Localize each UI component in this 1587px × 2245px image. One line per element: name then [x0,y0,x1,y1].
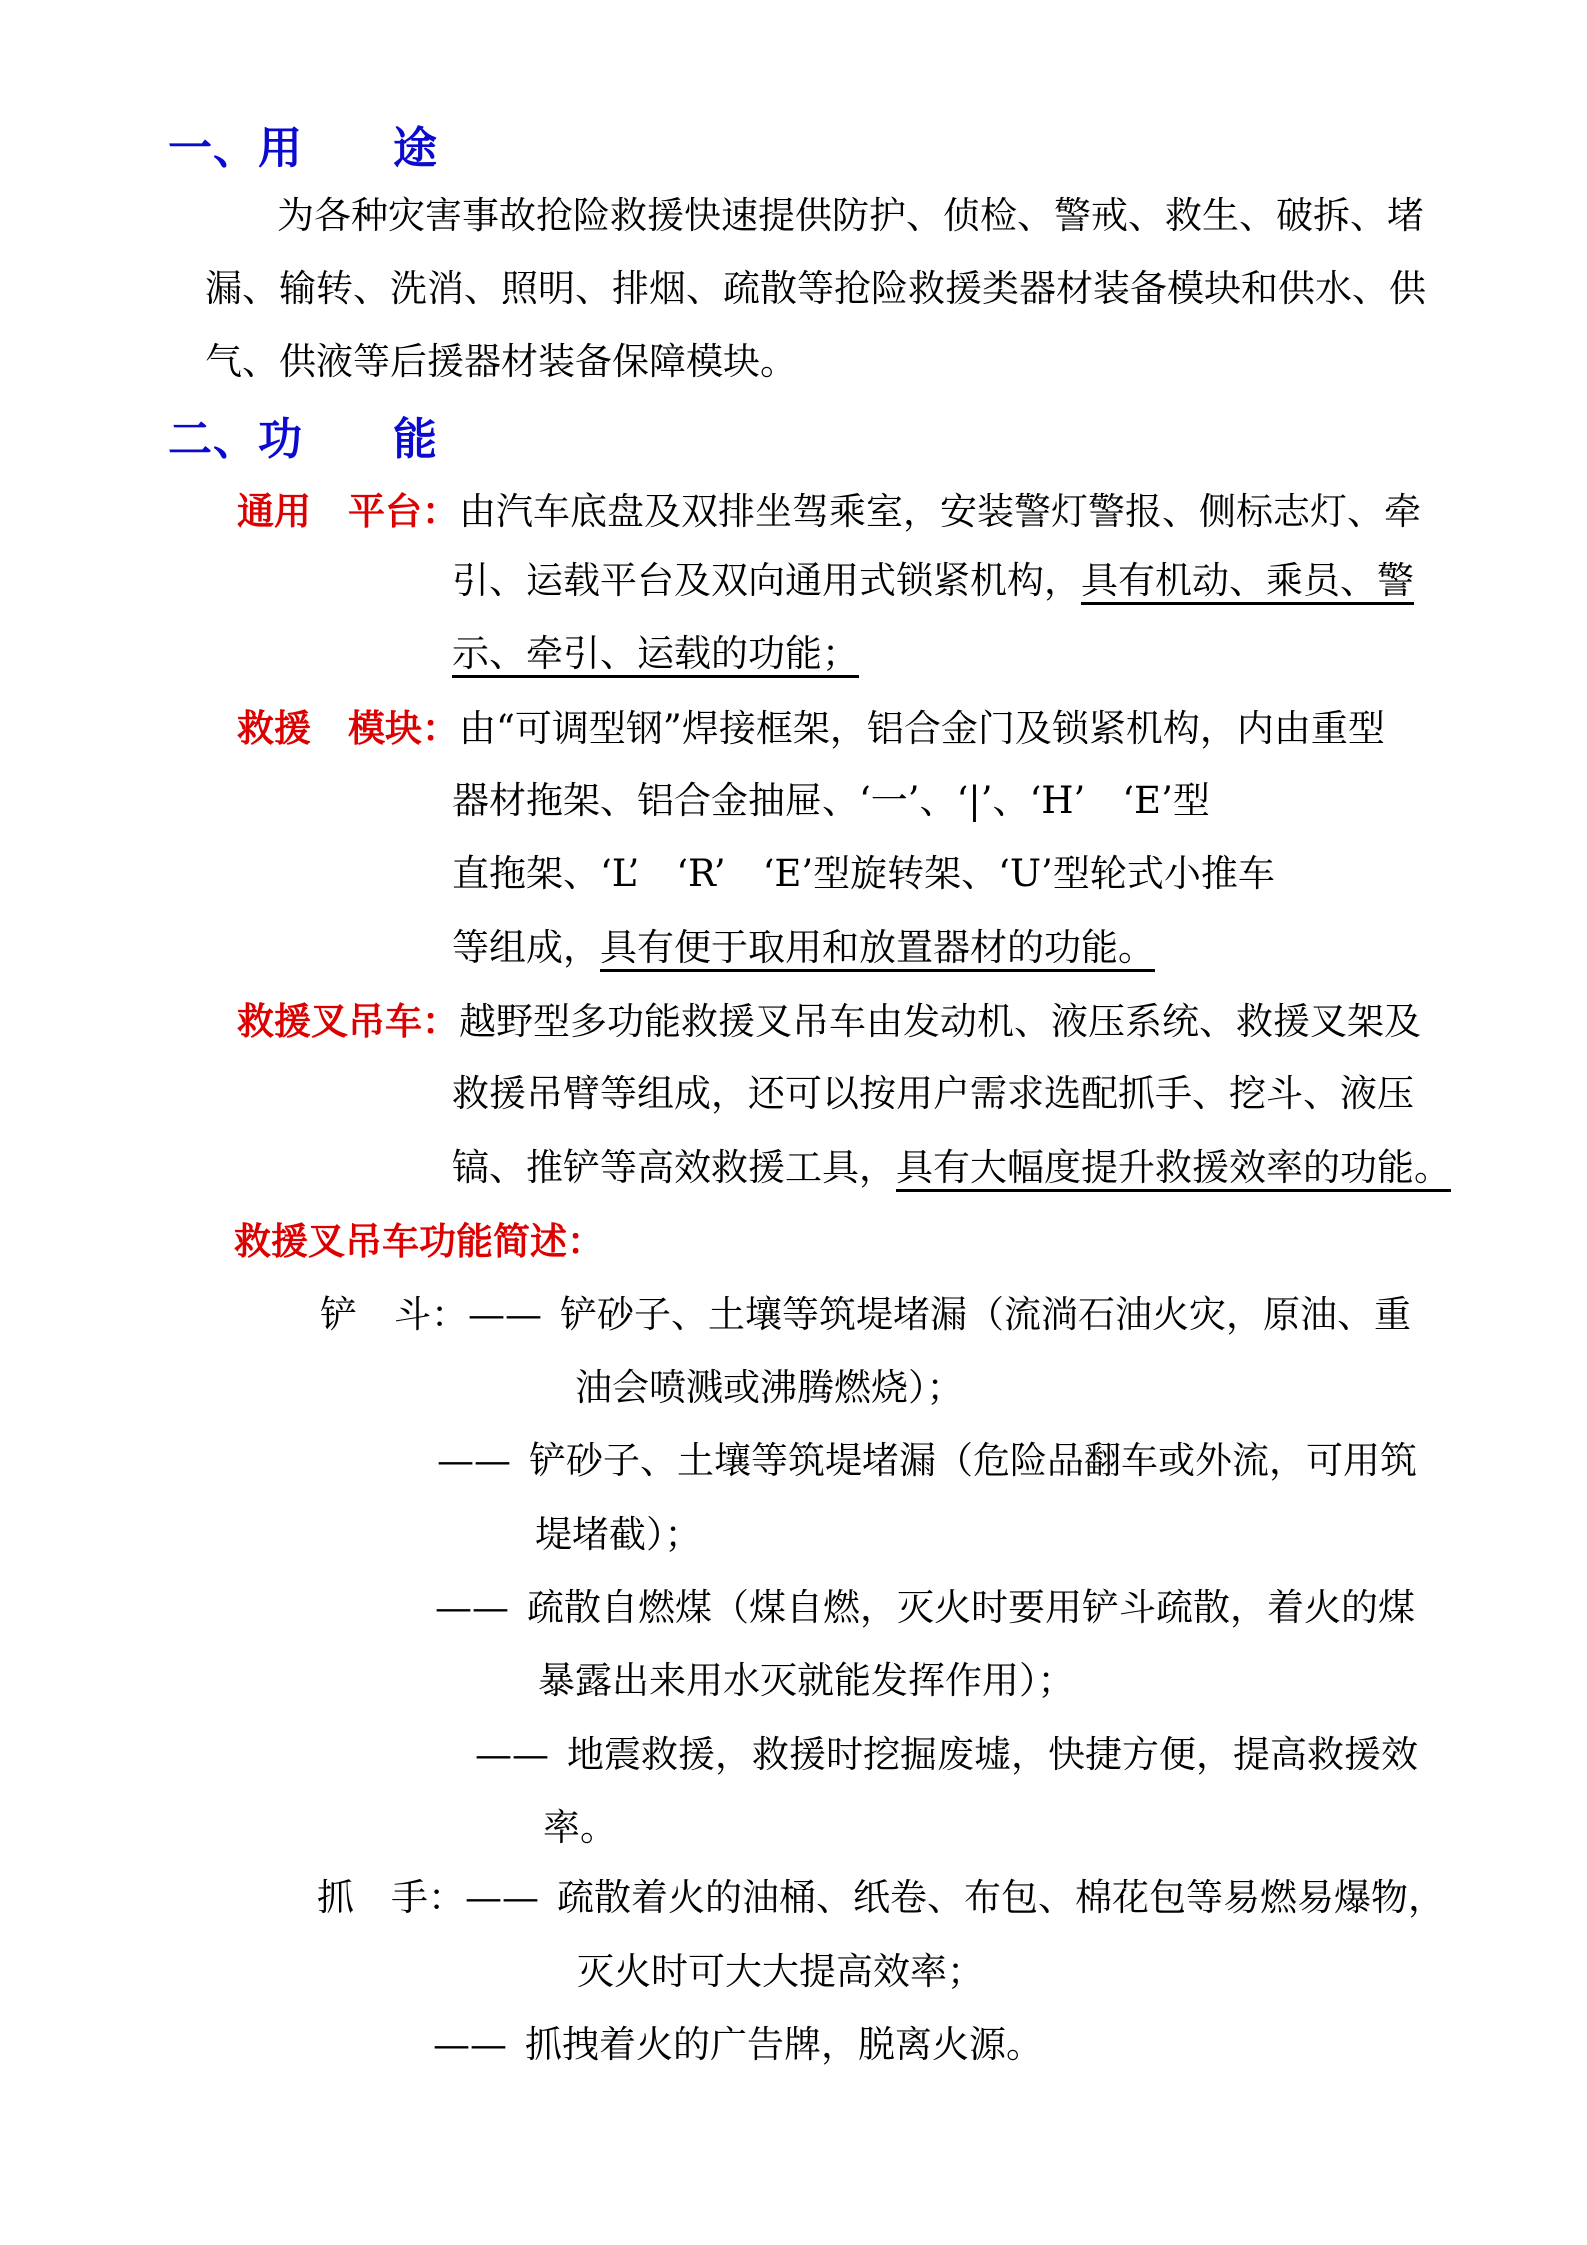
bucket-item4-row2: 率。 [543,1806,617,1849]
bucket-item2-row2: 堤堵截）； [535,1513,702,1556]
bucket-item3-line1: 疏散自燃煤（煤自燃，灭火时要用铲斗疏散，着火的煤 [527,1586,1415,1629]
bucket-item2-row1 [437,1437,1417,1485]
gripper-label: 抓 手： [317,1876,465,1919]
section1-paragraph-line1: 为各种灾害事故抢险救援快速提供防护、侦检、警戒、救生、破拆、堵 [277,194,1424,237]
gripper-item1-line1: 疏散着火的油桶、纸卷、布包、棉花包等易燃易爆物， [557,1876,1445,1919]
section1-paragraph-line3: 气、供液等后援器材装备保障模块。 [205,340,797,383]
crane-line1: 越野型多功能救援叉吊车由发动机、液压系统、救援叉架及 [459,1000,1421,1043]
module-row4 [452,924,1155,972]
crane-line3-plain: 镐、推铲等高效救援工具， [452,1146,896,1189]
bucket-item1-dash: —— [468,1293,542,1336]
section1-paragraph-line2: 漏、输转、洗消、照明、排烟、疏散等抢险救援类器材装备模块和供水、供 [205,267,1426,310]
bucket-item3-dash: —— [435,1586,509,1629]
gripper-item1-row1 [317,1874,1445,1922]
module-line1: 由“可调型钢”焊接框架，铝合金门及锁紧机构，内由重型 [459,707,1385,750]
platform-line2-underlined: 具有机动、乘员、警 [1081,559,1414,602]
crane-row1 [237,997,1421,1046]
bucket-item1-row1 [320,1291,1411,1339]
bucket-item1-line1: 铲砂子、土壤等筑堤堵漏（流淌石油火灾，原油、重 [560,1293,1411,1336]
module-line4-plain: 等组成， [452,926,600,969]
bucket-item2-dash: —— [437,1439,511,1482]
gripper-item1-row2: 灭火时可大大提高效率； [577,1950,984,1993]
gripper-item1-dash: —— [465,1876,539,1919]
platform-line3-underlined: 示、牵引、运载的功能； [452,632,859,675]
platform-row2 [452,557,1414,605]
bucket-item4-line1: 地震救援，救援时挖掘废墟，快捷方便，提高救援效 [567,1733,1418,1776]
crane-row2: 救援吊臂等组成，还可以按用户需求选配抓手、挖斗、液压 [452,1072,1414,1115]
bucket-item3-row1 [435,1584,1415,1632]
bucket-item4-row1 [475,1731,1418,1779]
platform-line2-plain: 引、运载平台及双向通用式锁紧机构， [452,559,1081,602]
section2-heading: 二、功 能 [168,414,438,465]
bucket-label: 铲 斗： [320,1293,468,1336]
platform-row3 [452,630,859,678]
module-line4-underlined: 具有便于取用和放置器材的功能。 [600,926,1155,969]
bucket-item1-row2: 油会喷溅或沸腾燃烧）； [575,1366,964,1409]
crane-line3-underlined: 具有大幅度提升救援效率的功能。 [896,1146,1451,1189]
brief-title: 救援叉吊车功能简述： [234,1219,604,1263]
module-row3: 直拖架、‘L’ ‘R’ ‘E’型旋转架、‘U’型轮式小推车 [452,852,1275,895]
bucket-item4-dash: —— [475,1733,549,1776]
platform-row1 [237,487,1421,536]
gripper-item2-dash: —— [433,2023,507,2066]
crane-row3 [452,1144,1451,1192]
platform-label: 通用 平台： [237,489,459,533]
platform-line1: 由汽车底盘及双排坐驾乘室，安装警灯警报、侧标志灯、牵 [459,490,1421,533]
section1-heading: 一、用 途 [168,123,438,174]
bucket-item2-line1: 铲砂子、土壤等筑堤堵漏（危险品翻车或外流，可用筑 [529,1439,1417,1482]
gripper-item2-row1 [433,2021,1043,2069]
module-row1 [237,704,1385,753]
module-row2: 器材拖架、铝合金抽屉、‘一’、‘|’、‘H’ ‘E’型 [452,779,1210,822]
bucket-item3-row2: 暴露出来用水灭就能发挥作用）； [538,1659,1075,1702]
gripper-item2-line1: 抓拽着火的广告牌，脱离火源。 [525,2023,1043,2066]
crane-label: 救援叉吊车： [237,999,459,1043]
module-label: 救援 模块： [237,706,459,750]
